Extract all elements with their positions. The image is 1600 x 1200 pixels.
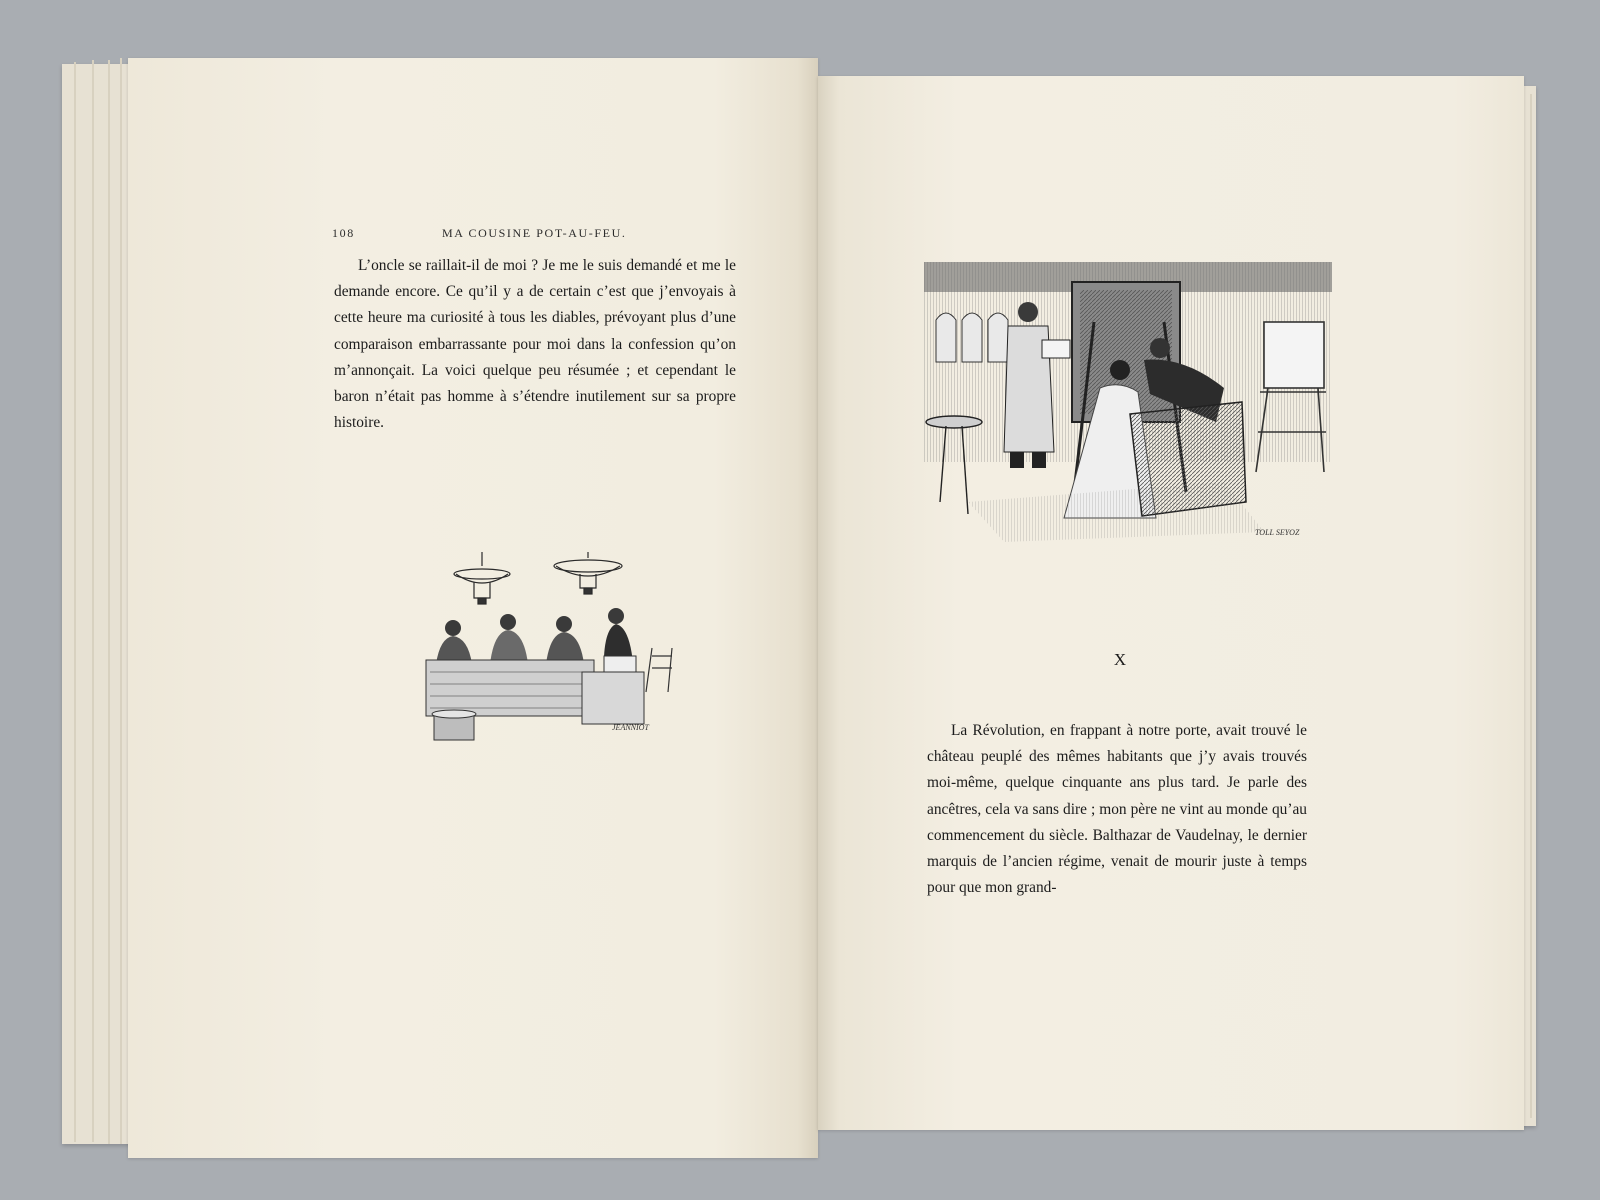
table-scene-illustration	[420, 552, 690, 742]
left-page-edge	[92, 60, 94, 1142]
illustration-signature: TOLL SEYOZ	[1255, 528, 1300, 537]
chapter-number: X	[1113, 650, 1127, 669]
hanging-lamp	[454, 552, 510, 604]
running-title: MA COUSINE POT-AU-FEU.	[442, 226, 627, 240]
left-paragraph: L’oncle se raillait-il de moi ? Je me le suis demandé et me le demande encore. Ce qu’il y a de certain c’est que j’envoyais à cette heure ma curiosité à tous les diables, prévoyant plus d’une comparaison embarrassante pour moi dans la confession qu’on m’annonçait. La voici quelque peu résumée ; et cependant le baron n’était pas homme à s’étendre inutilement sur sa propre histoire.	[334, 257, 736, 432]
right-paragraph: La Révolution, en frappant à notre porte, avait trouvé le château peuplé des mêmes habitants que j’y avais trouvés moi-même, quelque cinquante ans plus tard. Je parle des ancêtres, cela va sans dire ; mon père ne vint au monde qu’au commencement du siècle. Balthazar de Vaudelnay, le dernier marquis de l’ancien régime, venait de mourir juste à temps pour que mon grand-	[927, 722, 1307, 897]
left-page-text	[334, 253, 736, 436]
right-page-text	[927, 718, 1307, 901]
left-page-edge	[74, 62, 76, 1142]
left-page-edge	[108, 60, 110, 1144]
illustration-signature: JEANNIOT	[612, 723, 649, 732]
table	[426, 660, 594, 716]
box	[604, 656, 636, 672]
rug	[968, 482, 1264, 542]
left-page-edge	[120, 58, 122, 1144]
right-page	[818, 76, 1524, 1130]
hanging-lamp	[554, 552, 622, 594]
studio-illustration	[924, 262, 1332, 554]
page-number: 108	[332, 226, 355, 240]
windows	[936, 313, 1008, 362]
desk	[582, 672, 644, 724]
right-page-edge	[1530, 94, 1532, 1118]
chair	[646, 648, 672, 692]
